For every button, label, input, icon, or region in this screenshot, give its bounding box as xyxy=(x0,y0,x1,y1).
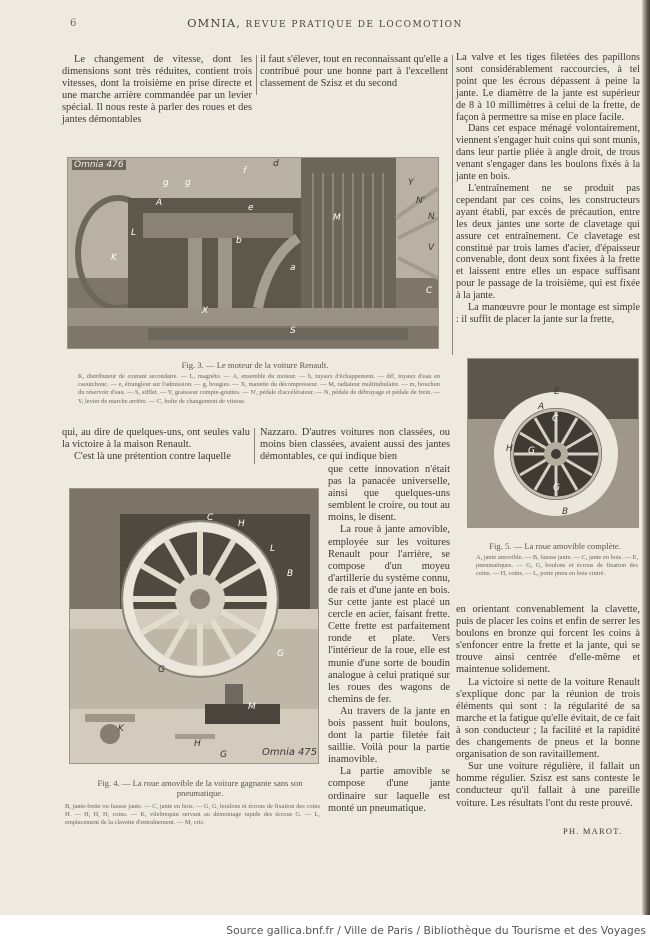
paragraph: La valve et les tiges filetées des papillons sont considérablement raccourcies, à tel point que les écrous dépassent à peine la jante. Le diamètre de la jante est supérieur de 8 à 10 millimètres à celui de la frette, de façon à permettre sa mise en place facile. xyxy=(456,52,640,123)
text-block-right-top xyxy=(456,52,640,326)
paragraph: L'entraînement ne se produit pas cependant par ces coins, les constructeurs ayant établi, par excès de précaution, entre les deux jantes une sorte de clavetage qui assure cet entraînement. Ce clavetage est constitué par trois lames d'acier, d'épaisseur convenable, dont deux sont fixées à la frette et laissent entre elles un espace suffisant pour le passage de la troisième, qui est fixée à la jante. xyxy=(456,182,640,302)
paragraph: La roue à jante amovible, employée sur les voitures Renault pour l'arrière, se compose d'un moyeu d'artillerie du système connu, de rais et d'une jante en bois. Sur cette jante est placé un cercle en acier, faisant frette. Cette frette est parfaitement ronde et plate. Vers l'intérieur de la roue, elle est munie d'une sorte de boudin analogue à celui pratiqué sur les roues des wagons de chemins de fer. xyxy=(328,524,450,705)
callout-label: L xyxy=(131,228,137,238)
figure-3-caption-title: Fig. 3. — Le moteur de la voiture Renault. xyxy=(181,360,329,370)
callout-label: Y xyxy=(408,178,414,188)
callout-label: G xyxy=(158,665,165,675)
callout-label: g xyxy=(163,178,169,188)
figure-5-caption-title: Fig. 5. — La roue amovible complète. xyxy=(489,541,621,551)
paragraph: en orientant convenablement la clavette, puis de placer les coins et enfin de serrer les boulons en bronze qui forcent les coins à s'enfoncer entre la frette et la jante, qui se trouve ainsi centrée d'elle-même et maintenue solidement. xyxy=(456,604,640,676)
callout-label: V xyxy=(428,243,435,253)
figure-3-engine-photo xyxy=(67,157,439,349)
callout-label: H xyxy=(148,544,155,554)
paragraph: La victoire si nette de la voiture Renault s'explique donc par la réunion de trois éléments qui sont : la régularité de sa marche et la fatigue qu'elle évitait, de ce fait à son conducteur ; la facilité et la rapidité des changements de pneus et la bonne organisation de son ravitaillement. xyxy=(456,676,640,761)
callout-label: f xyxy=(243,166,247,176)
callout-label: N' xyxy=(416,196,426,206)
callout-label: B xyxy=(562,507,569,517)
callout-label: a xyxy=(290,263,296,273)
callout-label: A xyxy=(156,198,163,208)
source-footer xyxy=(0,915,650,945)
column-rule xyxy=(254,428,255,464)
callout-label: S xyxy=(290,326,296,336)
text-block-narrow xyxy=(328,464,450,815)
plate-label: Omnia 476 xyxy=(74,160,124,170)
running-header xyxy=(0,16,650,30)
page-number: 6 xyxy=(70,18,77,29)
plate-label: Omnia 475 xyxy=(262,747,318,758)
paragraph: La manœuvre pour le montage est simple : il suffit de placer la jante sur la frette, xyxy=(456,302,640,325)
paragraph: Sur une voiture régulière, il fallait un homme régulier. Szisz est sans conteste le conducteur qu'il fallait à une pareille voiture. Les résultats l'ont du reste prouvé. xyxy=(456,761,640,809)
text-block-right-bottom xyxy=(456,604,640,810)
text-block-top-left xyxy=(62,54,252,127)
author-signature: PH. MAROT. xyxy=(563,826,623,836)
callout-label: G xyxy=(553,483,560,493)
journal-title: OMNIA, xyxy=(187,16,241,30)
text-block-mid-middle xyxy=(260,427,450,463)
figure-4-wheel-photo xyxy=(69,488,319,764)
callout-label: A xyxy=(538,402,545,412)
figure-3-caption-legend: K, distributeur de courant secondaire. — L, magnéto. — A, ensemble du moteur. — b, tuyaux d'échappement. — dd', tuyaux d'eau en caoutchouc. — e, étrangleur sur l'admission. — g, bougies. — X, manette du décompresseur. — M, radiateur multitubulaire. — m, bouchon du réservoir d'eau. — S, sifflet. — Y, graisseur compte-gouttes. — N', pédale d'accélérateur. — N, pédale de débrayage et pédale de frein. — V, levier de marche arrière. — C, boîte de changement de vitesse. xyxy=(78,373,440,405)
callout-label: N xyxy=(428,212,435,222)
callout-label: M xyxy=(333,213,341,223)
source-attribution: Source gallica.bnf.fr / Ville de Paris / Bibliothèque du Tourisme et des Voyages xyxy=(226,924,646,937)
callout-label: H xyxy=(506,444,513,454)
callout-label: H xyxy=(238,519,245,529)
paragraph: La partie amovible se compose d'une jante ordinaire sur laquelle est monté un pneumatique. xyxy=(328,766,450,814)
callout-label: L xyxy=(270,544,276,554)
paragraph: que cette innovation n'était pas la panacée universelle, ainsi que quelques-uns semblent le croire, ou tout au moins, le disent. xyxy=(328,464,450,524)
paragraph: il faut s'élever, tout en reconnaissant qu'elle a contribué pour une bonne part à l'excellent classement de Szisz et du second xyxy=(260,54,448,90)
callout-label: C xyxy=(426,286,433,296)
journal-subtitle: REVUE PRATIQUE DE LOCOMOTION xyxy=(245,20,463,30)
figure-4-caption-title: Fig. 4. — La roue amovible de la voiture gagnante sans son pneumatique. xyxy=(97,778,303,798)
callout-label: b xyxy=(236,236,242,246)
callout-label: E xyxy=(554,387,560,397)
callout-label: G xyxy=(220,750,227,760)
callout-label: K xyxy=(111,253,117,263)
callout-label: H xyxy=(194,739,201,749)
column-rule xyxy=(256,55,257,95)
callout-label: d xyxy=(273,159,279,169)
paragraph: qui, au dire de quelques-uns, ont seules valu la victoire à la maison Renault. xyxy=(62,427,250,451)
paragraph: Nazzaro. D'autres voitures non classées, ou moins bien classées, avaient aussi des jantes démontables, ce qui indique bien xyxy=(260,427,450,463)
callout-label: e xyxy=(248,203,254,213)
callout-label: C xyxy=(552,414,559,424)
paragraph: Le changement de vitesse, dont les dimensions sont très réduites, contient trois vitesses, dont la troisième en prise directe et une marche arrière commandée par un levier spécial. Il nous reste à parler des roues et des jantes démontables xyxy=(62,54,252,126)
figure-5-complete-wheel-photo xyxy=(467,358,639,528)
callout-label: B xyxy=(287,569,294,579)
paragraph: C'est là une prétention contre laquelle xyxy=(74,451,231,463)
figure-5-caption-legend: A, jante amovible. — B, fausse jante. — C, jante en bois. — E, pneumatiques. — G, G, boulons et écrous de fixation des coins. — H, coins. — L, porte pneu en bois cintré. xyxy=(476,554,638,578)
callout-label: M xyxy=(248,702,256,712)
callout-label: G xyxy=(277,649,284,659)
column-rule xyxy=(452,55,453,355)
callout-label: K xyxy=(118,724,124,734)
paragraph: Au travers de la jante en bois passent huit boulons, dont la partie filetée fait saillie. Voilà pour la partie inamovible. xyxy=(328,705,450,766)
page-binding-edge xyxy=(642,0,650,915)
callout-label: g xyxy=(185,178,191,188)
text-block-top-middle xyxy=(260,54,448,90)
text-block-mid-left xyxy=(62,427,250,463)
paragraph: Dans cet espace ménagé volontairement, viennent s'engager huit coins qui sont munis, dans leur partie pliée à angle droit, de trous venant s'engager dans les boulons fixés à la jante en bois. xyxy=(456,123,640,183)
figure-4-caption-legend: B, jante-frette ou fausse jante. — C, jante en bois. — G, G, boulons et écrous de fixation des coins H. — H, H, H, coins. — K, vilebrequin servant au démontage rapide des écrous G. — L, emplacement de la clavette d'entraînement. — M, cric. xyxy=(65,803,320,827)
callout-label: X xyxy=(202,306,209,316)
callout-label: C xyxy=(207,513,214,523)
callout-label: G xyxy=(528,446,535,456)
